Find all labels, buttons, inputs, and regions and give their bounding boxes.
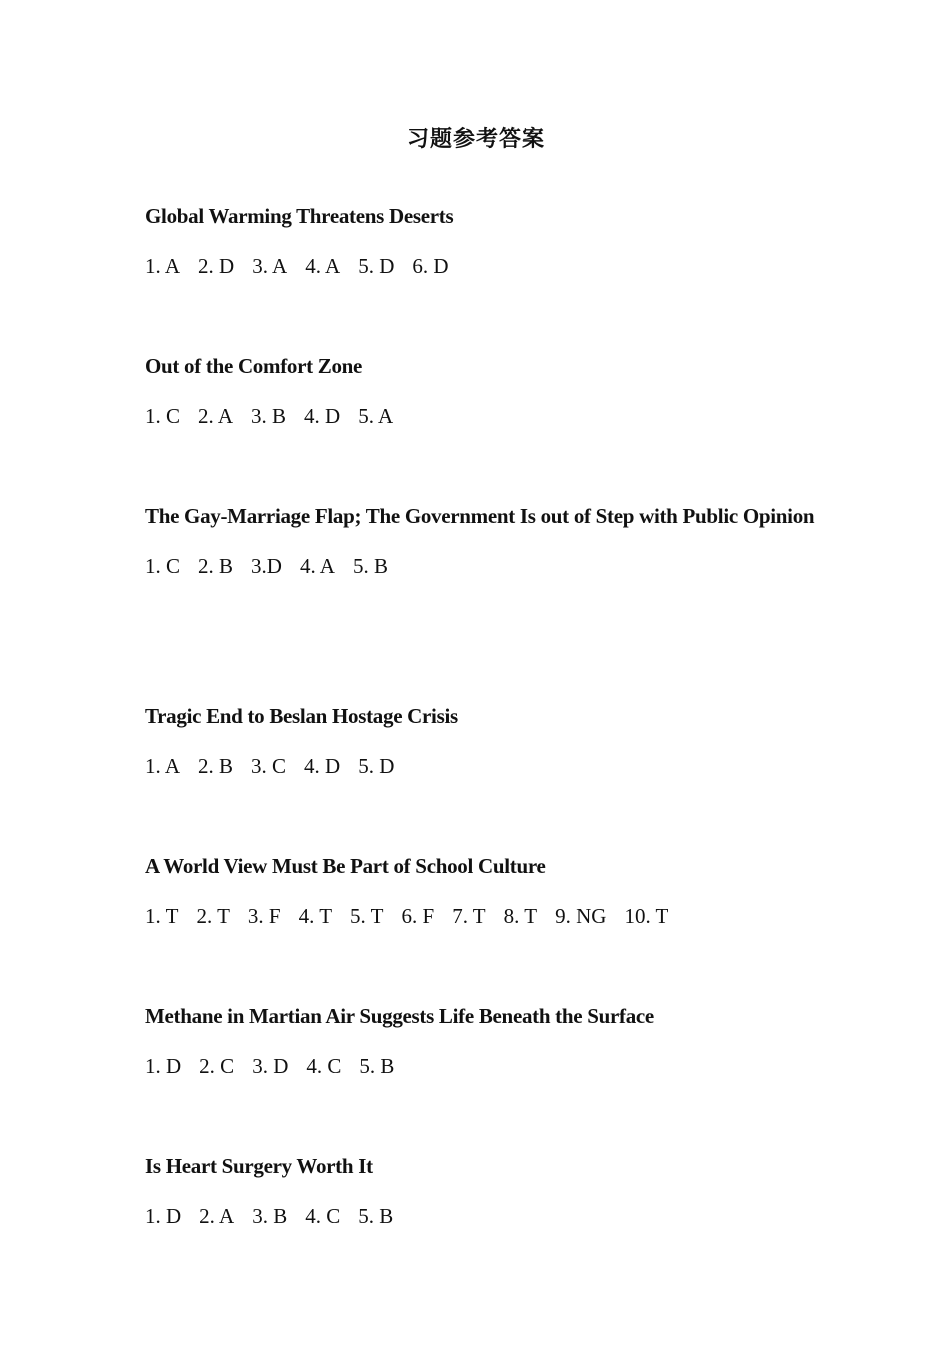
answer-section xyxy=(145,691,825,791)
answer-list xyxy=(145,541,825,591)
answer-item: 7. T xyxy=(452,904,486,928)
answer-item: 8. T xyxy=(503,904,538,928)
section-title: Global Warming Threatens Deserts xyxy=(145,204,454,228)
answer-item: 4. C xyxy=(306,1054,342,1078)
answer-list xyxy=(145,241,825,291)
answer-list xyxy=(145,391,825,441)
answer-item: 10. T xyxy=(624,904,669,928)
answer-item: 3. D xyxy=(252,1054,289,1078)
answer-item: 4. T xyxy=(298,904,333,928)
answer-item: 1. A xyxy=(145,254,181,278)
answer-item: 4. D xyxy=(304,404,341,428)
answer-item: 1. D xyxy=(145,1054,182,1078)
answer-item: 3.D xyxy=(251,554,282,578)
answer-item: 3. A xyxy=(252,254,288,278)
answer-item: 4. A xyxy=(305,254,341,278)
answer-item: 5. B xyxy=(352,554,388,578)
answer-list xyxy=(145,891,825,941)
answer-item: 4. D xyxy=(304,754,341,778)
answer-item: 5. D xyxy=(358,254,395,278)
answer-section xyxy=(145,341,825,441)
answer-item: 3. B xyxy=(251,404,287,428)
answer-item: 3. F xyxy=(247,904,281,928)
answer-item: 1. C xyxy=(145,404,181,428)
answer-item: 6. F xyxy=(401,904,435,928)
answer-item: 5. T xyxy=(350,904,384,928)
section-title: Methane in Martian Air Suggests Life Beneath the Surface xyxy=(145,1004,654,1028)
answer-item: 5. A xyxy=(358,404,394,428)
answer-section xyxy=(145,991,825,1091)
answer-item: 9. NG xyxy=(555,904,607,928)
answer-item: 1. A xyxy=(145,754,181,778)
answer-item: 4. C xyxy=(305,1204,341,1228)
answer-item: 6. D xyxy=(412,254,449,278)
page-title: 习题参考答案 xyxy=(406,127,545,152)
answer-section xyxy=(145,1141,825,1241)
answer-item: 2. C xyxy=(199,1054,235,1078)
answer-section xyxy=(145,491,825,591)
answer-item: 4. A xyxy=(299,554,335,578)
section-title: The Gay-Marriage Flap; The Government Is out of Step with Public Opinion xyxy=(145,504,815,528)
answer-item: 1. T xyxy=(145,904,179,928)
answer-item: 3. B xyxy=(252,1204,288,1228)
answer-section xyxy=(145,841,825,941)
section-title: Out of the Comfort Zone xyxy=(145,354,363,378)
answer-item: 5. B xyxy=(358,1204,394,1228)
answer-item: 1. D xyxy=(145,1204,182,1228)
section-title: Is Heart Surgery Worth It xyxy=(145,1154,373,1178)
answer-item: 2. A xyxy=(199,1204,235,1228)
answer-item: 5. B xyxy=(359,1054,395,1078)
answer-item: 3. C xyxy=(251,754,287,778)
section-title: Tragic End to Beslan Hostage Crisis xyxy=(145,704,458,728)
answer-item: 2. T xyxy=(196,904,230,928)
answer-list xyxy=(145,1041,825,1091)
answer-list xyxy=(145,741,825,791)
answer-item: 2. A xyxy=(198,404,234,428)
answer-item: 2. B xyxy=(198,754,234,778)
section-title: A World View Must Be Part of School Culture xyxy=(145,854,546,878)
answer-item: 2. B xyxy=(198,554,234,578)
answer-section xyxy=(145,191,825,291)
answer-item: 5. D xyxy=(358,754,395,778)
answer-item: 1. C xyxy=(145,554,181,578)
answer-item: 2. D xyxy=(198,254,235,278)
answer-list xyxy=(145,1191,825,1241)
